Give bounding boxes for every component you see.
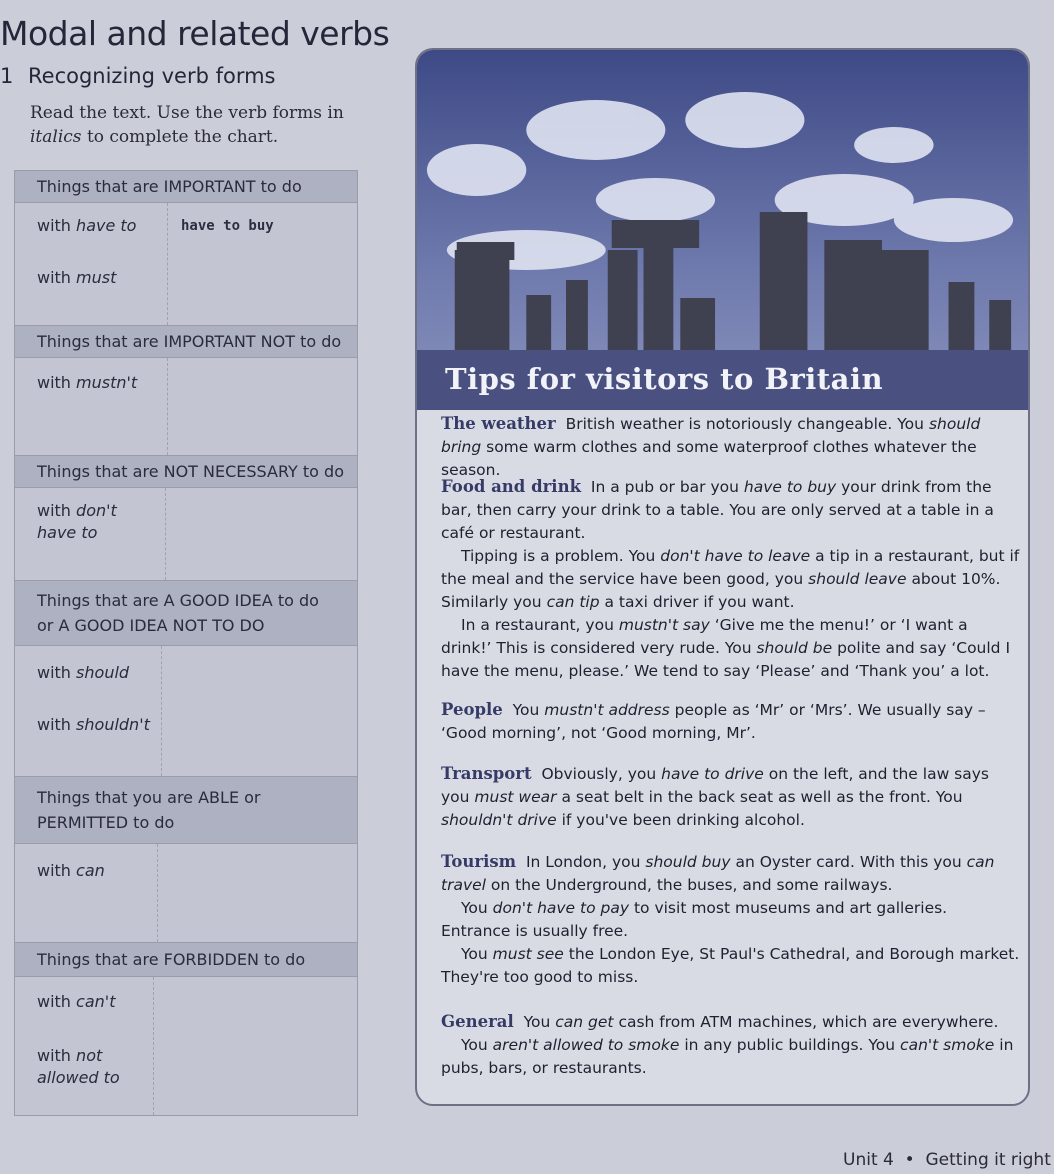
article-box <box>415 48 1030 1106</box>
article-title: Tips for visitors to Britain <box>445 362 884 396</box>
row-label-must: with must <box>37 268 117 287</box>
para-transport: Transport Obviously, you have to drive on the left, and the law says you must wear a seat belt in the back seat as well as the front. You shouldn't drive if you've been drinking alcohol. <box>441 764 989 829</box>
para-weather: The weather British weather is notoriously changeable. You should bring some warm clothes and some waterproof clothes whatever the season. <box>441 414 981 479</box>
section-heading: Things that are A GOOD IDEA to do or A GOOD IDEA NOT TO DO <box>15 580 357 646</box>
chart-section-not-necessary <box>14 455 358 580</box>
para-people: People You mustn't address people as ‘Mr’ or ‘Mrs’. We usually say – ‘Good morning’, not ‘Good morning, Mr’. <box>441 700 986 742</box>
chart-section-good-idea <box>14 580 358 776</box>
para-tourism: Tourism In London, you should buy an Oyster card. With this you can travel on the Underground, the buses, and some railways. You don't have to pay to visit most museums and art galleries. Entrance is usually free. You must see the London Eye, St Paul's Cathedral, and Borough market. They're too good to miss. <box>441 852 1020 986</box>
stonehenge-photo <box>417 50 1028 410</box>
row-label-not-allowed-to: with not allowed to <box>37 1046 120 1087</box>
section-heading: Things that are NOT NECESSARY to do <box>15 455 357 488</box>
row-label-mustnt: with mustn't <box>37 373 138 392</box>
section-heading: Things that you are ABLE or PERMITTED to do <box>15 776 357 844</box>
row-label-can: with can <box>37 861 105 880</box>
chart-section-important <box>14 170 358 325</box>
exercise-title: Recognizing verb forms <box>28 64 276 88</box>
row-label-cant: with can't <box>37 992 116 1011</box>
row-label-have-to: with have to <box>37 216 137 235</box>
section-heading: Things that are IMPORTANT NOT to do <box>15 325 357 358</box>
row-label-shouldnt: with shouldn't <box>37 715 150 734</box>
chart-section-able-permitted <box>14 776 358 942</box>
instruction: Read the text. Use the verb forms in italics to complete the chart. <box>30 103 344 147</box>
section-heading: Things that are IMPORTANT to do <box>15 170 357 203</box>
chart-section-forbidden <box>14 942 358 1115</box>
section-heading: Things that are FORBIDDEN to do <box>15 942 357 977</box>
chart-bottom-border <box>14 1115 358 1116</box>
para-food-and-drink: Food and drink In a pub or bar you have to buy your drink from the bar, then carry your drink to a table. You are only served at a table in a café or restaurant. Tipping is a problem. You don't have to leave a tip in a restaurant, but if the meal and the service have been good, you should leave about 10%. Similarly you can tip a taxi driver if you want. In a restaurant, you mustn't say ‘Give me the menu!’ or ‘I want a drink!’ This is considered very rude. You should be polite and say ‘Could I have the menu, please.’ We tend to say ‘Please’ and ‘Thank you’ a lot. <box>441 477 1020 680</box>
page-footer: Unit 4 • Getting it right <box>843 1150 1051 1170</box>
answer-have-to-buy: have to buy <box>181 218 274 234</box>
para-general: General You can get cash from ATM machines, which are everywhere. You aren't allowed to smoke in any public buildings. You can't smoke in pubs, bars, or restaurants. <box>441 1012 1014 1077</box>
chart-section-important-not <box>14 325 358 455</box>
exercise-number: 1 <box>0 64 14 88</box>
page-title: Modal and related verbs <box>0 14 390 53</box>
row-label-should: with should <box>37 663 130 682</box>
row-label-dont-have-to: with don't have to <box>37 501 117 542</box>
